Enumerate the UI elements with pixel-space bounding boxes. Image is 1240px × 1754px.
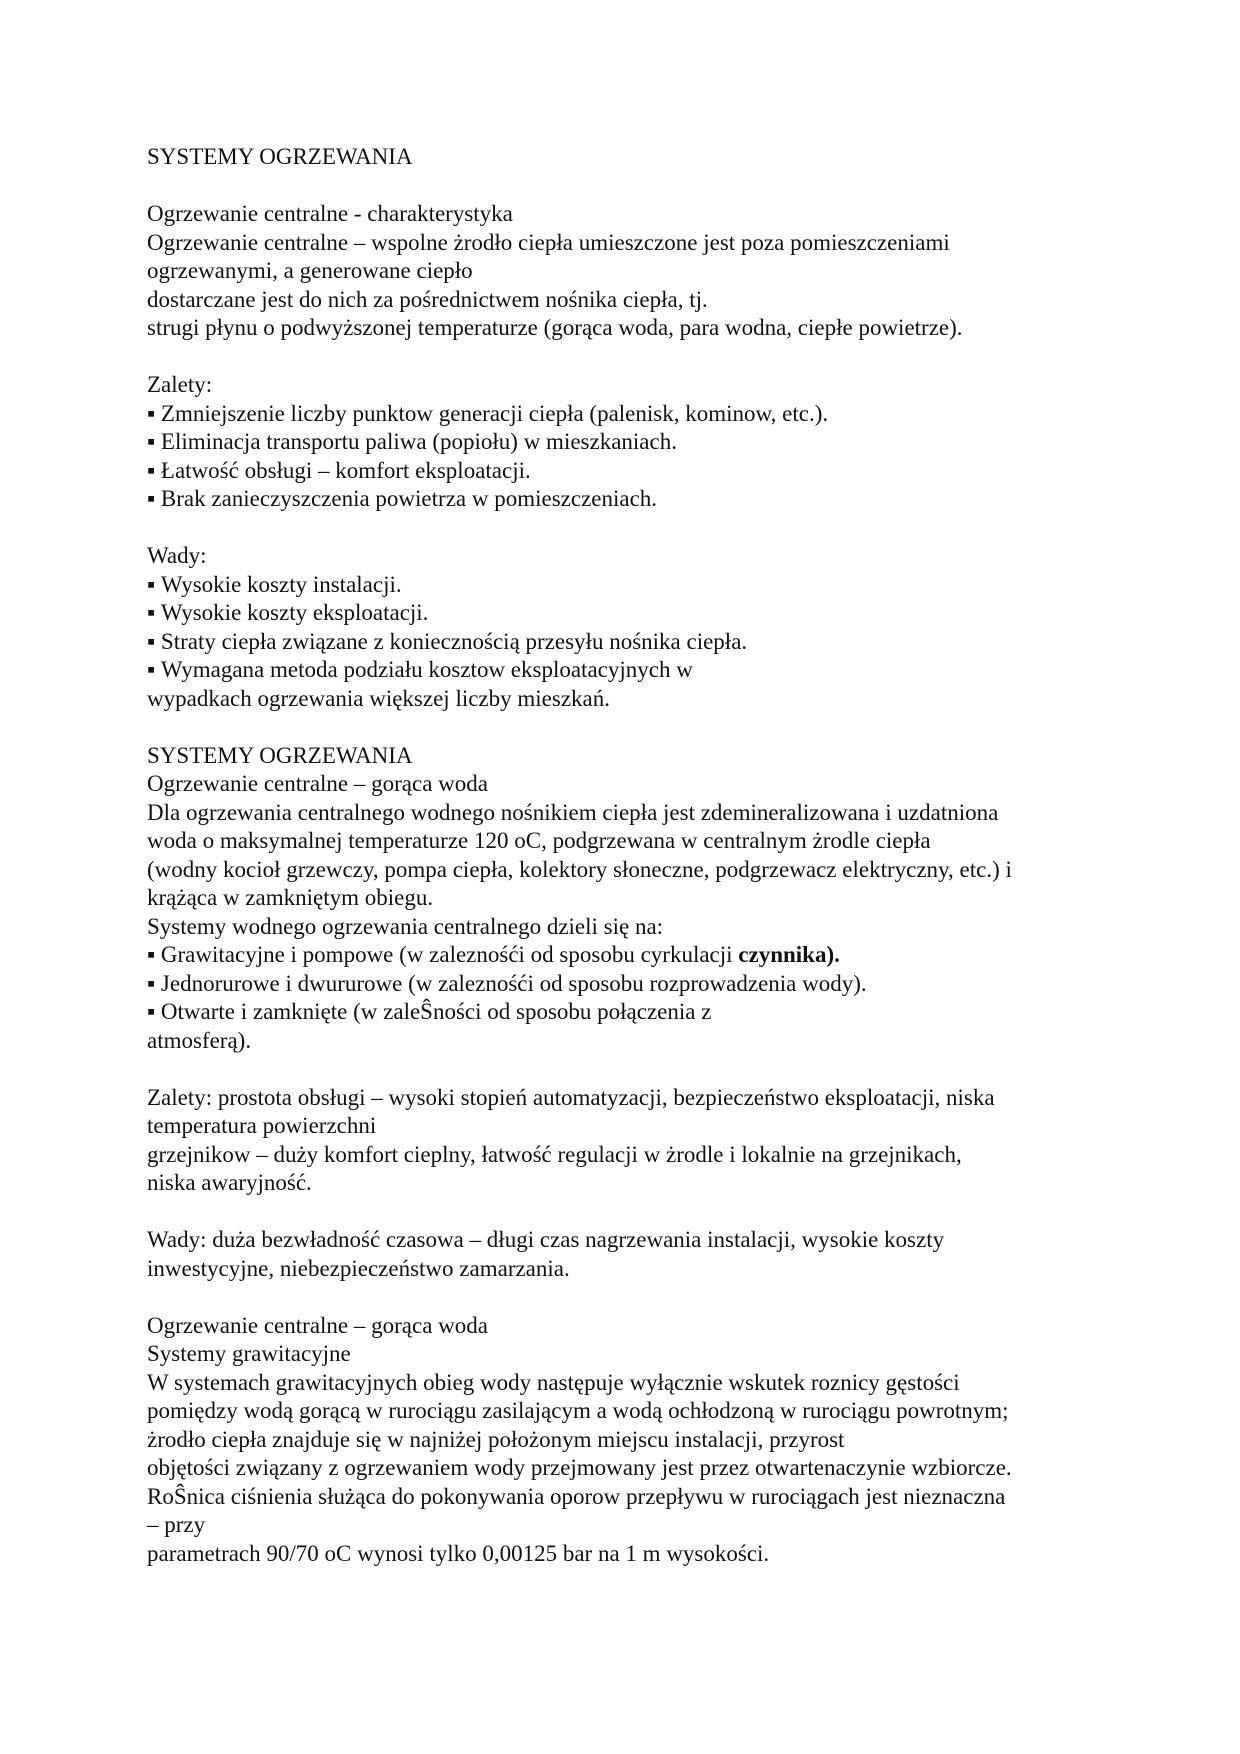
subsection-title: Ogrzewanie centralne – gorąca woda [147,771,488,796]
paragraph-line: objętości związany z ogrzewaniem wody przejmowany jest przez otwartenaczynie wzbiorcze. [147,1455,1012,1480]
disadvantage-item: ▪ Straty ciepła związane z koniecznością przesyłu nośnika ciepła. [147,628,1107,657]
paragraph-line: – przy [147,1512,206,1537]
advantage-item: ▪ Łatwość obsługi – komfort eksploatacji. [147,457,1107,486]
paragraph-line: parametrach 90/70 oC wynosi tylko 0,00125 bar na 1 m wysokości. [147,1540,770,1566]
paragraph-line: woda o maksymalnej temperaturze 120 oC, podgrzewana w centralnym żrodle ciepła [147,828,931,853]
spacer [147,1198,1107,1227]
disadvantage-item: ▪ Wysokie koszty eksploatacji. [147,599,1107,628]
system-type-item [147,941,1107,970]
system-type-item: ▪ Otwarte i zamknięte (w zaleŜności od sposobu połączenia z [147,998,1107,1027]
paragraph-line: Systemy wodnego ogrzewania centralnego dzieli się na: [147,913,664,939]
subsection-title: Systemy grawitacyjne [147,1341,351,1366]
paragraph-line: strugi płynu o podwyższonej temperaturze (gorąca woda, para wodna, ciepłe powietrze). [147,315,963,340]
advantage-item: ▪ Zmniejszenie liczby punktow generacji ciepła (palenisk, kominow, etc.). [147,400,1107,429]
system-type-continuation: atmosferą). [147,1027,252,1053]
section-title: SYSTEMY OGRZEWANIA [147,144,413,169]
paragraph-line: Wady: duża bezwładność czasowa – długi czas nagrzewania instalacji, wysokie koszty [147,1227,945,1252]
advantage-item: ▪ Eliminacja transportu paliwa (popiołu) w mieszkaniach. [147,428,1107,457]
paragraph-line: Zalety: prostota obsługi – wysoki stopień automatyzacji, bezpieczeństwo eksploatacji, niska [147,1084,995,1110]
paragraph-line: ogrzewanymi, a generowane ciepło [147,258,473,283]
paragraph-line: dostarczane jest do nich za pośrednictwem nośnika ciepła, tj. [147,286,708,312]
subsection-title: Ogrzewanie centralne – gorąca woda [147,1312,488,1338]
subsection-title: Ogrzewanie centralne - charakterystyka [147,201,513,226]
spacer [147,514,1107,543]
paragraph-line: krążąca w zamkniętym obiegu. [147,885,434,910]
section-title: SYSTEMY OGRZEWANIA [147,742,413,768]
paragraph-line: Ogrzewanie centralne – wspolne żrodło ciepła umieszczone jest poza pomieszczeniami [147,229,950,255]
paragraph-line: RoŜnica ciśnienia służąca do pokonywania oporow przepływu w rurociągach jest nieznaczna [147,1483,1006,1509]
spacer [147,172,1107,201]
paragraph-line: (wodny kocioł grzewczy, pompa ciepła, kolektory słoneczne, podgrzewacz elektryczny, etc.) i [147,856,1012,882]
paragraph-line: pomiędzy wodą gorącą w rurociągu zasilającym a wodą ochłodzoną w rurociągu powrotnym; [147,1398,1009,1423]
paragraph-line: grzejnikow – duży komfort cieplny, łatwość regulacji w żrodle i lokalnie na grzejnikach, [147,1141,962,1167]
paragraph-line: W systemach grawitacyjnych obieg wody następuje wyłącznie wskutek roznicy gęstości [147,1369,960,1395]
paragraph-line: temperatura powierzchni [147,1113,377,1138]
disadvantage-item: ▪ Wysokie koszty instalacji. [147,571,1107,600]
disadvantages-label: Wady: [147,543,207,568]
spacer [147,343,1107,372]
spacer [147,1283,1107,1312]
spacer [147,713,1107,742]
system-type-bold-text: czynnika). [738,942,840,967]
paragraph-line: niska awaryjność. [147,1170,312,1195]
disadvantage-item-continuation: wypadkach ogrzewania większej liczby mieszkań. [147,685,610,711]
advantage-item: ▪ Brak zanieczyszczenia powietrza w pomieszczeniach. [147,485,1107,514]
document-page [147,143,1107,1568]
disadvantage-item: ▪ Wymagana metoda podziału kosztow eksploatacyjnych w [147,656,1107,685]
paragraph-line: Dla ogrzewania centralnego wodnego nośnikiem ciepła jest zdemineralizowana i uzdatniona [147,799,999,825]
paragraph-line: żrodło ciepła znajduje się w najniżej położonym miejscu instalacji, przyrost [147,1426,845,1452]
system-type-text: Grawitacyjne i pompowe (w zaleznośći od sposobu cyrkulacji [160,942,739,967]
system-type-item: ▪ Jednorurowe i dwururowe (w zaleznośći od sposobu rozprowadzenia wody). [147,970,1107,999]
advantages-label: Zalety: [147,372,213,397]
spacer [147,1055,1107,1084]
paragraph-line: inwestycyjne, niebezpieczeństwo zamarzania. [147,1255,570,1281]
